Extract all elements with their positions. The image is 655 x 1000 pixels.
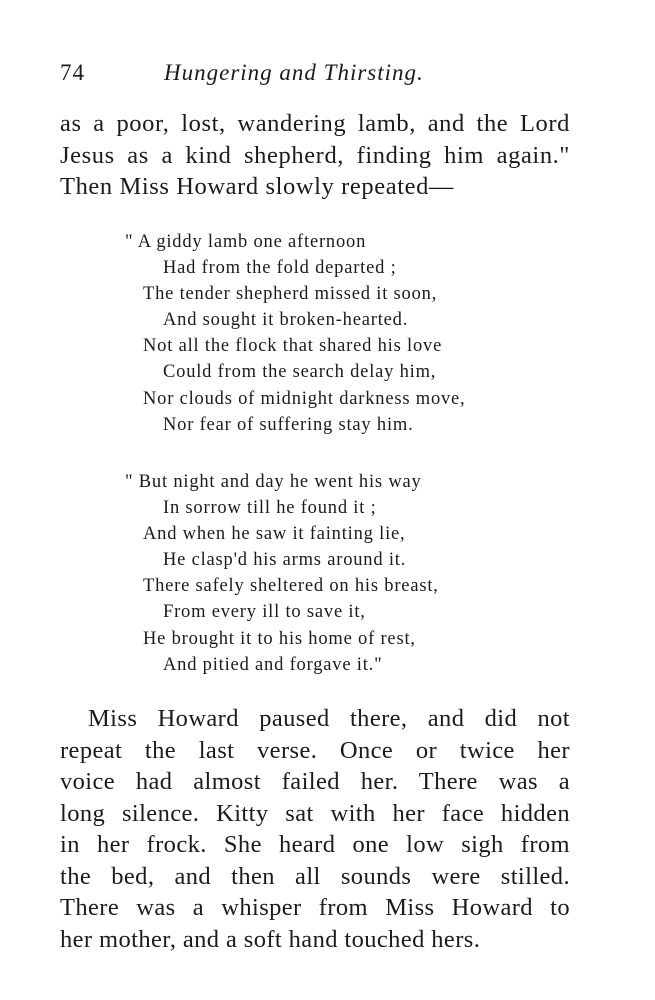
text-line: long silence. Kitty sat with her face hidden [60,799,570,827]
verse-line: Could from the search delay him, [163,362,437,383]
verse-line: He clasp'd his arms around it. [163,550,407,571]
verse-line: The tender shepherd missed it soon, [143,284,438,305]
text-line: voice had almost failed her. There was a [60,768,570,795]
text-line: Miss Howard paused there, and did not [88,705,570,732]
page-number: 74 [60,60,85,85]
verse-line: " But night and day he went his way [125,472,422,492]
verse-line: There safely sheltered on his breast, [143,576,439,597]
verse-line: " A giddy lamb one afternoon [125,232,367,252]
running-title: Hungering and Thirsting. [164,60,424,85]
text-line: in her frock. She heard one low sigh from [60,831,570,858]
text-line: Then Miss Howard slowly repeated— [60,173,455,200]
verse-line: And when he saw it fainting lie, [143,524,406,545]
page-header [60,56,570,90]
text-line: repeat the last verse. Once or twice her [60,736,570,764]
text-line: as a poor, lost, wandering lamb, and the Lord [60,110,570,137]
verse-line: Not all the flock that shared his love [143,336,443,357]
paragraph-intro [60,108,570,203]
verse-line: And sought it broken-hearted. [163,310,409,331]
text-line: her mother, and a soft hand touched hers. [60,925,481,953]
text-line: There was a whisper from Miss Howard to [60,894,570,921]
paragraph-closing [60,703,570,955]
verse-line: Had from the fold departed ; [163,258,397,279]
verse-line: He brought it to his home of rest, [143,628,416,649]
poem-stanza-1 [125,229,545,438]
verse-line: In sorrow till he found it ; [163,498,377,519]
text-line: the bed, and then all sounds were stilled. [60,862,570,890]
poem-stanza-2 [125,469,545,678]
verse-line: Nor fear of suffering stay him. [163,414,414,435]
verse-line: And pitied and forgave it." [163,654,383,675]
text-line: Jesus as a kind shepherd, finding him again." [60,141,570,169]
verse-line: Nor clouds of midnight darkness move, [143,388,466,409]
verse-line: From every ill to save it, [163,602,366,623]
